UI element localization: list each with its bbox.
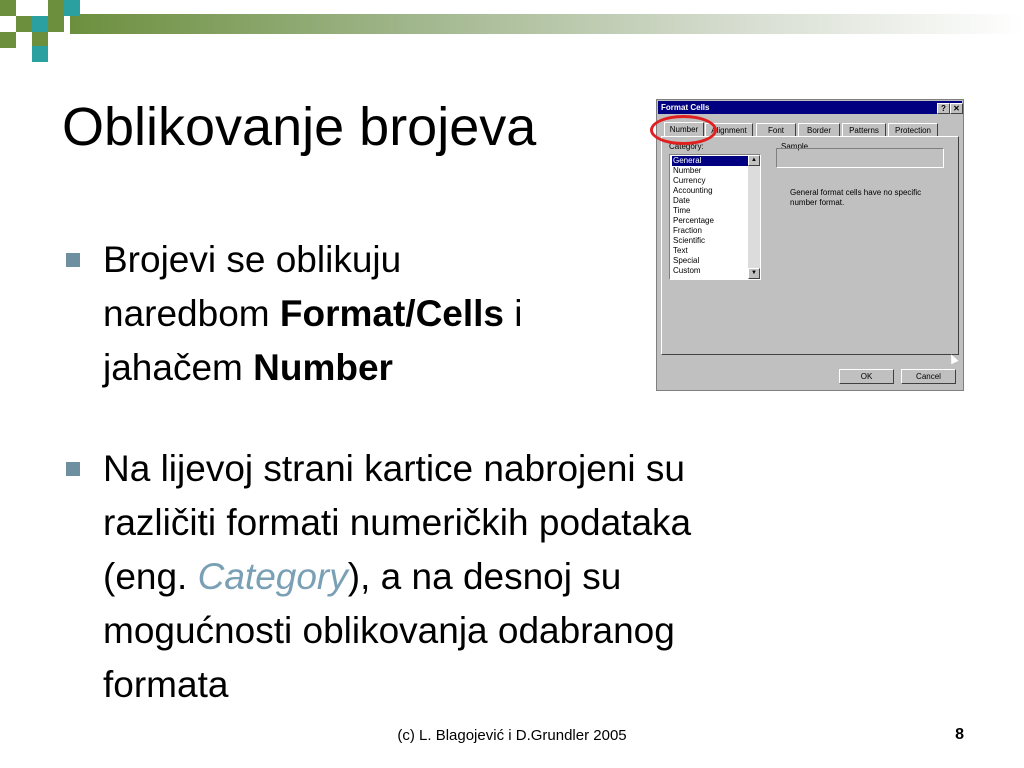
category-list[interactable] xyxy=(669,154,761,280)
sample-label: Sample xyxy=(781,142,809,151)
deco-square xyxy=(16,32,32,48)
cancel-button[interactable]: Cancel xyxy=(901,369,956,384)
bullet-1-slash: / xyxy=(405,293,416,334)
tab-border[interactable]: Border xyxy=(798,123,840,136)
bullet-1-format: Format xyxy=(279,293,406,334)
ok-button[interactable]: OK xyxy=(839,369,894,384)
help-button[interactable]: ? xyxy=(937,103,950,114)
bullet-1-line-3-pre: jahačem xyxy=(103,347,254,388)
format-description: General format cells have no specific number format. xyxy=(790,188,922,207)
top-decoration xyxy=(0,0,1024,62)
deco-square xyxy=(32,46,48,62)
deco-square xyxy=(16,16,32,32)
bullet-1-cells: Cells xyxy=(415,293,505,334)
category-item-scientific[interactable]: Scientific xyxy=(673,236,706,245)
bullet-1-text xyxy=(103,233,523,395)
category-scrollbar[interactable] xyxy=(748,155,760,279)
category-item-date[interactable]: Date xyxy=(673,196,690,205)
bullet-2-line-3-post: ), a na desnoj su xyxy=(347,556,622,597)
page-number: 8 xyxy=(955,726,964,743)
bullet-2-line-4: mogućnosti oblikovanja odabranog xyxy=(103,610,675,651)
bullet-2-line-1: Na lijevoj strani kartice nabrojeni su xyxy=(103,448,685,489)
scroll-up-icon[interactable]: ▲ xyxy=(748,155,760,166)
sample-box xyxy=(776,148,944,168)
scroll-down-icon[interactable]: ▼ xyxy=(748,268,760,279)
number-tab-highlight-ellipse xyxy=(650,115,717,145)
deco-square xyxy=(0,0,16,16)
tab-number[interactable]: Number xyxy=(664,122,704,137)
category-item-general[interactable]: General xyxy=(672,156,748,166)
tab-patterns[interactable]: Patterns xyxy=(842,123,886,136)
bullet-2-line-3 xyxy=(103,550,691,604)
dialog-title-bar xyxy=(658,101,962,114)
category-item-number[interactable]: Number xyxy=(673,166,702,175)
category-item-custom[interactable]: Custom xyxy=(673,266,701,275)
bullet-1-line-2-post: i xyxy=(504,293,523,334)
format-cells-dialog xyxy=(656,99,964,391)
category-item-time[interactable]: Time xyxy=(673,206,691,215)
bullet-1-line-3 xyxy=(103,341,523,395)
deco-square xyxy=(48,0,64,16)
bullet-2-line-2: različiti formati numeričkih podataka xyxy=(103,502,692,543)
category-item-special[interactable]: Special xyxy=(673,256,700,265)
category-item-currency[interactable]: Currency xyxy=(673,176,706,185)
bullet-marker xyxy=(66,253,80,267)
tab-protection[interactable]: Protection xyxy=(888,123,938,136)
slide-title: Oblikovanje brojeva xyxy=(62,97,537,157)
close-button[interactable]: ✕ xyxy=(950,103,963,114)
footer-credit: (c) L. Blagojević i D.Grundler 2005 xyxy=(397,727,627,744)
tab-alignment[interactable]: Alignment xyxy=(705,123,753,136)
category-item-fraction[interactable]: Fraction xyxy=(673,226,702,235)
category-item-percentage[interactable]: Percentage xyxy=(673,216,714,225)
bullet-2-text xyxy=(103,442,691,712)
bullet-1-number: Number xyxy=(253,347,393,388)
deco-square xyxy=(32,16,48,32)
top-gradient-strip xyxy=(70,14,1024,34)
dialog-title: Format Cells xyxy=(661,103,710,112)
category-item-accounting[interactable]: Accounting xyxy=(673,186,713,195)
bullet-1-line-2-pre: naredbom xyxy=(103,293,280,334)
bullet-2-category: Category xyxy=(197,556,348,597)
category-label: Category: xyxy=(669,142,704,151)
deco-square xyxy=(48,16,64,32)
bullet-1-line-1: Brojevi se oblikuju xyxy=(103,239,402,280)
deco-square xyxy=(64,0,80,16)
bullet-2-line-5: formata xyxy=(103,664,229,705)
tab-font[interactable]: Font xyxy=(756,123,796,136)
bullet-marker xyxy=(66,462,80,476)
deco-square xyxy=(0,32,16,48)
bullet-2-line-3-pre: (eng. xyxy=(103,556,198,597)
category-item-text[interactable]: Text xyxy=(673,246,688,255)
bullet-1-line-2 xyxy=(103,287,523,341)
